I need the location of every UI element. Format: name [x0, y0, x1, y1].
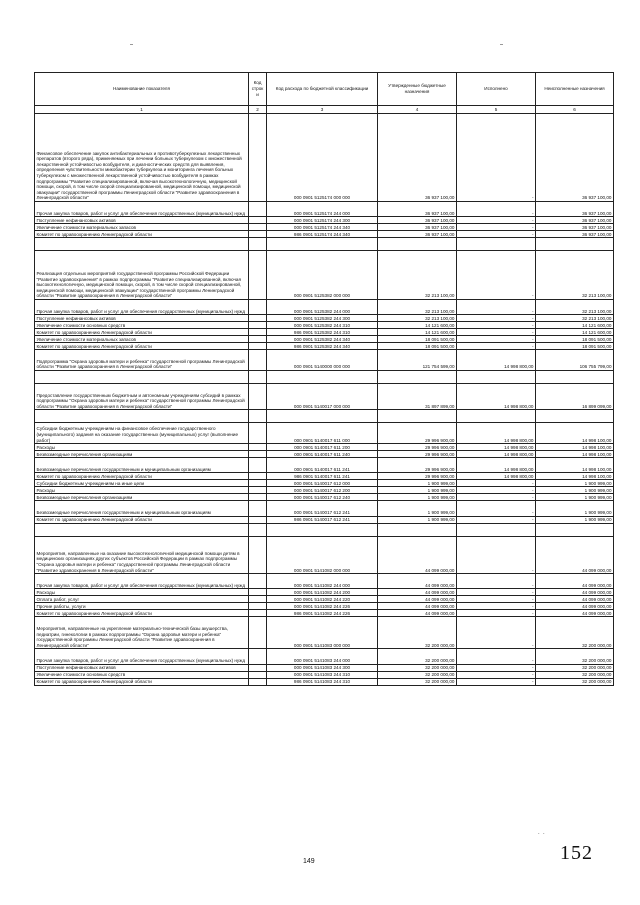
cell-executed: -: [457, 114, 536, 202]
cell-unexecuted: 1 900 999,00: [536, 480, 614, 487]
cell-line-code: [249, 649, 267, 664]
table-header-row: [35, 73, 614, 106]
cell-budget-code: 000 0901 5141083 244 000: [267, 649, 378, 664]
cell-indicator-name: Безвозмездные перечисления организациям: [35, 451, 249, 458]
cell-indicator-name: Комитет по здравоохранению Ленинградской области: [35, 343, 249, 350]
cell-unexecuted: 14 121 600,00: [536, 329, 614, 336]
cell-approved: 1 900 999,00: [378, 494, 457, 501]
table-row: [35, 494, 614, 501]
cell-budget-code: 986 0901 5140017 612 241: [267, 516, 378, 523]
cell-executed: -: [457, 671, 536, 678]
cell-budget-code: 000 0901 5140017 000 000: [267, 383, 378, 409]
cell-executed: -: [457, 487, 536, 494]
cell-indicator-name: Финансовое обеспечение закупок антибактериальных и противотуберкулезных лекарственных препаратов (второго ряда), применяемых при лечении больных туберкулезом с множественной лекарственной устойчивостью возбудителя, и диагностических средств для выявления, определения чувствительности микобактерии туберкулеза и мониторинга лечения больных туберкулезом с множественной лекарственной устойчивостью возбудителя в рамках подпрограммы "Развитие специализированной, включая высокотехнологичную, медицинской помощи, скорой, в том числе скорой специализированной, медицинской помощи, медицинской эвакуации" государственной программы Ленинградской области "Развитие здравоохранения в Ленинградской области": [35, 114, 249, 202]
cell-unexecuted: 36 937 100,00: [536, 202, 614, 217]
cell-indicator-name: Комитет по здравоохранению Ленинградской области: [35, 231, 249, 238]
cell-unexecuted: 14 998 100,00: [536, 423, 614, 444]
cell-approved: 14 121 600,00: [378, 329, 457, 336]
cell-indicator-name: Комитет по здравоохранению Ленинградской области: [35, 610, 249, 617]
cell-indicator-name: Увеличение стоимости основных средств: [35, 322, 249, 329]
cell-approved: 32 200 000,00: [378, 649, 457, 664]
header-unexecuted: Неисполненные назначения: [536, 73, 614, 106]
cell-executed: -: [457, 617, 536, 649]
table-row: [35, 251, 614, 300]
cell-budget-code: 000 0901 5125174 244 340: [267, 224, 378, 231]
cell-unexecuted: 18 091 500,00: [536, 336, 614, 343]
spacer-row: [35, 410, 614, 423]
cell-budget-code: 000 0901 5141082 244 220: [267, 596, 378, 603]
table-row: [35, 315, 614, 322]
cell-approved: 121 754 599,00: [378, 350, 457, 371]
cell-unexecuted: 44 099 000,00: [536, 603, 614, 610]
table-row: [35, 217, 614, 224]
cell-unexecuted: 16 899 099,00: [536, 383, 614, 409]
cell-line-code: [249, 451, 267, 458]
cell-unexecuted: 36 937 100,00: [536, 217, 614, 224]
table-row: [35, 589, 614, 596]
cell-line-code: [249, 410, 267, 423]
cell-indicator-name: Прочая закупка товаров, работ и услуг для обеспечения государственных (муниципальных) нужд: [35, 299, 249, 314]
cell-line-code: [249, 617, 267, 649]
cell-indicator-name: Предоставление государственным бюджетным и автономным учреждениям субсидий в рамках подпрограммы "Охрана здоровья матери и ребенка" государственной программы Ленинградской области "Развитие здравоохранения в Ленинградской области": [35, 383, 249, 409]
table-row: [35, 480, 614, 487]
cell-executed: -: [457, 678, 536, 685]
cell-approved: 29 996 900,00: [378, 473, 457, 480]
cell-unexecuted: 44 099 000,00: [536, 574, 614, 589]
cell-executed: -: [457, 251, 536, 300]
cell-approved: 44 099 000,00: [378, 574, 457, 589]
cell-budget-code: [267, 523, 378, 536]
cell-approved: 32 200 000,00: [378, 671, 457, 678]
table-row: [35, 224, 614, 231]
cell-approved: 36 937 100,00: [378, 231, 457, 238]
cell-line-code: [249, 536, 267, 574]
cell-line-code: [249, 671, 267, 678]
cell-approved: 44 099 000,00: [378, 610, 457, 617]
cell-budget-code: 986 0901 5125382 244 310: [267, 329, 378, 336]
table-row: [35, 231, 614, 238]
cell-executed: -: [457, 217, 536, 224]
cell-budget-code: 000 0901 5140017 612 240: [267, 494, 378, 501]
scan-mark: [130, 44, 133, 45]
table-row: [35, 202, 614, 217]
table-row: [35, 458, 614, 473]
column-number: 4: [378, 106, 457, 114]
cell-unexecuted: 106 755 799,00: [536, 350, 614, 371]
cell-indicator-name: Реализация отдельных мероприятий государственной программы Российской Федерации "Развитие здравоохранения" в рамках подпрограммы "Развитие специализированной, включая высокотехнологичную, медицинской помощи, скорой, в том числе скорой специализированной, медицинской помощи, медицинской эвакуации" государственной программы Ленинградской области "Развитие здравоохранения в Ленинградской области": [35, 251, 249, 300]
cell-approved: 44 099 000,00: [378, 536, 457, 574]
cell-approved: 44 099 000,00: [378, 603, 457, 610]
cell-unexecuted: [536, 410, 614, 423]
cell-executed: -: [457, 596, 536, 603]
cell-budget-code: 986 0901 5125174 244 340: [267, 231, 378, 238]
cell-unexecuted: [536, 238, 614, 251]
cell-unexecuted: 32 200 000,00: [536, 671, 614, 678]
cell-approved: 36 937 100,00: [378, 224, 457, 231]
cell-approved: 14 121 600,00: [378, 322, 457, 329]
cell-approved: 29 996 900,00: [378, 444, 457, 451]
cell-budget-code: 000 0901 5141082 244 200: [267, 589, 378, 596]
table-row: [35, 329, 614, 336]
cell-indicator-name: Прочие работы, услуги: [35, 603, 249, 610]
cell-executed: -: [457, 516, 536, 523]
cell-budget-code: 986 0901 5141082 244 226: [267, 610, 378, 617]
cell-line-code: [249, 350, 267, 371]
cell-line-code: [249, 202, 267, 217]
cell-line-code: [249, 603, 267, 610]
table-row: [35, 574, 614, 589]
cell-approved: 1 900 999,00: [378, 487, 457, 494]
cell-line-code: [249, 596, 267, 603]
cell-budget-code: 000 0901 5140017 611 241: [267, 458, 378, 473]
cell-line-code: [249, 217, 267, 224]
table-row: [35, 536, 614, 574]
cell-approved: 29 996 900,00: [378, 423, 457, 444]
cell-line-code: [249, 501, 267, 516]
cell-approved: 1 900 999,00: [378, 501, 457, 516]
cell-budget-code: 000 0901 5141082 000 000: [267, 536, 378, 574]
table-row: [35, 451, 614, 458]
cell-indicator-name: Увеличение стоимости материальных запасов: [35, 224, 249, 231]
cell-line-code: [249, 322, 267, 329]
cell-indicator-name: Комитет по здравоохранению Ленинградской области: [35, 516, 249, 523]
cell-unexecuted: 36 937 100,00: [536, 114, 614, 202]
cell-approved: 32 200 000,00: [378, 664, 457, 671]
cell-line-code: [249, 480, 267, 487]
table-row: [35, 516, 614, 523]
cell-indicator-name: Безвозмездные перечисления организациям: [35, 494, 249, 501]
table-row: [35, 603, 614, 610]
cell-budget-code: 000 0901 5141083 244 310: [267, 671, 378, 678]
cell-indicator-name: Прочая закупка товаров, работ и услуг для обеспечения государственных (муниципальных) нужд: [35, 574, 249, 589]
cell-unexecuted: 32 213 100,00: [536, 251, 614, 300]
cell-unexecuted: 44 099 000,00: [536, 536, 614, 574]
cell-line-code: [249, 678, 267, 685]
cell-executed: 14 998 800,00: [457, 451, 536, 458]
cell-approved: 44 099 000,00: [378, 596, 457, 603]
cell-executed: -: [457, 501, 536, 516]
cell-line-code: [249, 231, 267, 238]
cell-line-code: [249, 664, 267, 671]
spacer-row: [35, 370, 614, 383]
cell-executed: -: [457, 224, 536, 231]
cell-budget-code: 000 0901 5140017 612 000: [267, 480, 378, 487]
cell-indicator-name: Поступление нефинансовых активов: [35, 315, 249, 322]
cell-line-code: [249, 299, 267, 314]
table-column-numbers-row: [35, 106, 614, 114]
cell-unexecuted: 1 900 999,00: [536, 501, 614, 516]
cell-indicator-name: Прочая закупка товаров, работ и услуг для обеспечения государственных (муниципальных) нужд: [35, 649, 249, 664]
cell-budget-code: [267, 410, 378, 423]
cell-executed: -: [457, 231, 536, 238]
cell-indicator-name: Прочая закупка товаров, работ и услуг для обеспечения государственных (муниципальных) нужд: [35, 202, 249, 217]
table-body: [35, 114, 614, 686]
cell-unexecuted: 32 200 000,00: [536, 678, 614, 685]
cell-unexecuted: 44 099 000,00: [536, 596, 614, 603]
cell-line-code: [249, 224, 267, 231]
cell-approved: 32 213 100,00: [378, 315, 457, 322]
cell-unexecuted: 32 200 000,00: [536, 649, 614, 664]
cell-indicator-name: Увеличение стоимости материальных запасов: [35, 336, 249, 343]
cell-indicator-name: Безвозмездные перечисления государственным и муниципальным организациям: [35, 458, 249, 473]
cell-budget-code: 000 0901 5125382 244 000: [267, 299, 378, 314]
table-row: [35, 664, 614, 671]
cell-executed: -: [457, 343, 536, 350]
cell-executed: -: [457, 664, 536, 671]
cell-budget-code: 986 0901 5140017 611 241: [267, 473, 378, 480]
cell-approved: 36 937 100,00: [378, 114, 457, 202]
cell-executed: -: [457, 610, 536, 617]
cell-executed: -: [457, 589, 536, 596]
cell-indicator-name: Комитет по здравоохранению Ленинградской области: [35, 473, 249, 480]
cell-approved: 31 897 899,00: [378, 383, 457, 409]
cell-executed: -: [457, 315, 536, 322]
cell-unexecuted: 1 900 999,00: [536, 516, 614, 523]
cell-approved: 36 937 100,00: [378, 202, 457, 217]
cell-budget-code: 000 0901 5125174 244 000: [267, 202, 378, 217]
cell-executed: 14 998 800,00: [457, 383, 536, 409]
cell-budget-code: 000 0901 5125382 000 000: [267, 251, 378, 300]
table-row: [35, 383, 614, 409]
cell-approved: 18 091 500,00: [378, 343, 457, 350]
cell-unexecuted: 32 200 000,00: [536, 664, 614, 671]
cell-unexecuted: 44 099 000,00: [536, 589, 614, 596]
cell-budget-code: 986 0901 5141083 244 310: [267, 678, 378, 685]
cell-approved: [378, 523, 457, 536]
cell-unexecuted: 14 998 100,00: [536, 451, 614, 458]
cell-indicator-name: Поступление нефинансовых активов: [35, 664, 249, 671]
cell-indicator-name: Мероприятия, направленные на укрепление материально-технической базы акушерства, педиатрии, гинекологии в рамках подпрограммы "Охрана здоровья матери и ребенка" государственной программы Ленинградской области "Развитие здравоохранения в Ленинградской области": [35, 617, 249, 649]
cell-line-code: [249, 494, 267, 501]
cell-executed: -: [457, 494, 536, 501]
spacer-row: [35, 523, 614, 536]
cell-indicator-name: Расходы: [35, 487, 249, 494]
cell-unexecuted: [536, 523, 614, 536]
cell-line-code: [249, 610, 267, 617]
cell-unexecuted: 32 213 100,00: [536, 315, 614, 322]
table-row: [35, 473, 614, 480]
table-row: [35, 649, 614, 664]
cell-line-code: [249, 343, 267, 350]
cell-executed: [457, 523, 536, 536]
cell-indicator-name: Расходы: [35, 589, 249, 596]
column-number: 2: [249, 106, 267, 114]
cell-budget-code: 000 0901 5140017 612 241: [267, 501, 378, 516]
table-row: [35, 617, 614, 649]
table-row: [35, 671, 614, 678]
cell-unexecuted: 36 937 100,00: [536, 231, 614, 238]
cell-line-code: [249, 336, 267, 343]
cell-indicator-name: Субсидии бюджетным учреждениям на финансовое обеспечение государственного (муниципального) задания на оказание государственных (муниципальных) услуг (выполнение работ): [35, 423, 249, 444]
cell-unexecuted: 1 900 999,00: [536, 494, 614, 501]
table-row: [35, 501, 614, 516]
cell-approved: [378, 410, 457, 423]
cell-indicator-name: Поступление нефинансовых активов: [35, 217, 249, 224]
cell-line-code: [249, 423, 267, 444]
cell-approved: 18 091 500,00: [378, 336, 457, 343]
cell-budget-code: 000 0901 5140000 000 000: [267, 350, 378, 371]
cell-approved: 1 900 999,00: [378, 516, 457, 523]
scan-mark: [500, 44, 503, 45]
cell-line-code: [249, 114, 267, 202]
cell-budget-code: 000 0901 5140017 611 240: [267, 451, 378, 458]
cell-approved: [378, 370, 457, 383]
cell-executed: -: [457, 536, 536, 574]
table-row: [35, 299, 614, 314]
cell-executed: -: [457, 336, 536, 343]
cell-line-code: [249, 315, 267, 322]
cell-budget-code: 000 0901 5140017 611 000: [267, 423, 378, 444]
cell-approved: 32 213 100,00: [378, 251, 457, 300]
cell-line-code: [249, 523, 267, 536]
cell-indicator-name: Подпрограмма "Охрана здоровья матери и ребенка" государственной программы Ленинградской области "Развитие здравоохранения в Ленинградской области": [35, 350, 249, 371]
cell-budget-code: [267, 370, 378, 383]
cell-approved: 32 200 000,00: [378, 678, 457, 685]
cell-line-code: [249, 251, 267, 300]
cell-budget-code: 000 0901 5125382 244 340: [267, 336, 378, 343]
cell-executed: 14 998 800,00: [457, 423, 536, 444]
cell-unexecuted: 44 099 000,00: [536, 610, 614, 617]
cell-budget-code: 986 0901 5125382 244 340: [267, 343, 378, 350]
cell-budget-code: 000 0901 5140017 611 200: [267, 444, 378, 451]
cell-approved: 32 200 000,00: [378, 617, 457, 649]
cell-executed: -: [457, 480, 536, 487]
cell-unexecuted: 32 213 100,00: [536, 299, 614, 314]
column-number: 3: [267, 106, 378, 114]
cell-approved: [378, 238, 457, 251]
cell-executed: [457, 410, 536, 423]
cell-approved: 1 900 999,00: [378, 480, 457, 487]
table-row: [35, 423, 614, 444]
table-row: [35, 322, 614, 329]
cell-executed: [457, 238, 536, 251]
cell-indicator-name: Комитет по здравоохранению Ленинградской области: [35, 678, 249, 685]
cell-executed: [457, 370, 536, 383]
cell-budget-code: 000 0901 5125174 244 300: [267, 217, 378, 224]
cell-unexecuted: 36 937 100,00: [536, 224, 614, 231]
table-row: [35, 336, 614, 343]
page-number: 149: [303, 858, 315, 865]
cell-budget-code: 000 0901 5125382 244 300: [267, 315, 378, 322]
spacer-row: [35, 238, 614, 251]
cell-executed: -: [457, 299, 536, 314]
cell-budget-code: 000 0901 5141082 244 000: [267, 574, 378, 589]
cell-approved: 44 099 000,00: [378, 589, 457, 596]
cell-line-code: [249, 329, 267, 336]
cell-line-code: [249, 444, 267, 451]
cell-indicator-name: [35, 410, 249, 423]
cell-approved: 32 213 100,00: [378, 299, 457, 314]
cell-budget-code: 000 0901 5125174 000 000: [267, 114, 378, 202]
cell-indicator-name: [35, 238, 249, 251]
table-row: [35, 444, 614, 451]
header-indicator-name: Наименование показателя: [35, 73, 249, 106]
cell-budget-code: 000 0901 5141083 244 300: [267, 664, 378, 671]
cell-unexecuted: 14 998 100,00: [536, 458, 614, 473]
cell-approved: 29 996 900,00: [378, 458, 457, 473]
cell-unexecuted: 14 121 600,00: [536, 322, 614, 329]
cell-executed: 14 998 800,00: [457, 458, 536, 473]
table-row: [35, 610, 614, 617]
table-row: [35, 596, 614, 603]
cell-line-code: [249, 238, 267, 251]
cell-budget-code: [267, 238, 378, 251]
cell-executed: -: [457, 574, 536, 589]
cell-executed: 14 998 800,00: [457, 473, 536, 480]
cell-budget-code: 000 0901 5141083 000 000: [267, 617, 378, 649]
cell-executed: -: [457, 603, 536, 610]
budget-report-table: [34, 72, 614, 686]
header-approved: Утвержденные бюджетные назначения: [378, 73, 457, 106]
cell-line-code: [249, 487, 267, 494]
table-row: [35, 343, 614, 350]
cell-indicator-name: Оплата работ, услуг: [35, 596, 249, 603]
cell-line-code: [249, 574, 267, 589]
cell-indicator-name: [35, 370, 249, 383]
cell-indicator-name: Мероприятия, направленные на оказание высокотехнологичной медицинской помощи детям в медицинских организациях других субъектов Российской Федерации в рамках подпрограммы "Охрана здоровья матери и ребенка" государственной программы Ленинградской области "Развитие здравоохранения в Ленинградской области": [35, 536, 249, 574]
table-row: [35, 350, 614, 371]
scan-mark: . .: [538, 830, 545, 836]
cell-indicator-name: Комитет по здравоохранению Ленинградской области: [35, 329, 249, 336]
cell-budget-code: 000 0901 5140017 612 200: [267, 487, 378, 494]
cell-indicator-name: Безвозмездные перечисления государственным и муниципальным организациям: [35, 501, 249, 516]
cell-line-code: [249, 458, 267, 473]
column-number: 1: [35, 106, 249, 114]
cell-executed: -: [457, 202, 536, 217]
cell-unexecuted: 1 900 999,00: [536, 487, 614, 494]
cell-budget-code: 000 0901 5141082 244 226: [267, 603, 378, 610]
cell-line-code: [249, 383, 267, 409]
cell-line-code: [249, 589, 267, 596]
cell-indicator-name: Расходы: [35, 444, 249, 451]
cell-unexecuted: 14 998 100,00: [536, 473, 614, 480]
cell-unexecuted: 32 200 000,00: [536, 617, 614, 649]
cell-indicator-name: Увеличение стоимости основных средств: [35, 671, 249, 678]
header-budget-code: Код расхода по бюджетной классификации: [267, 73, 378, 106]
cell-executed: -: [457, 649, 536, 664]
cell-executed: -: [457, 329, 536, 336]
handwritten-sheet-number: 152: [560, 842, 593, 864]
cell-line-code: [249, 370, 267, 383]
cell-executed: 14 998 800,00: [457, 444, 536, 451]
column-number: 6: [536, 106, 614, 114]
cell-approved: 29 996 900,00: [378, 451, 457, 458]
cell-executed: -: [457, 322, 536, 329]
column-number: 5: [457, 106, 536, 114]
cell-unexecuted: 14 998 100,00: [536, 444, 614, 451]
cell-unexecuted: 18 091 500,00: [536, 343, 614, 350]
cell-approved: 36 937 100,00: [378, 217, 457, 224]
cell-unexecuted: [536, 370, 614, 383]
cell-budget-code: 000 0901 5125382 244 310: [267, 322, 378, 329]
cell-line-code: [249, 473, 267, 480]
header-line-code: Код строк и: [249, 73, 267, 106]
cell-indicator-name: Субсидии бюджетным учреждениям на иные цели: [35, 480, 249, 487]
cell-executed: 14 998 800,00: [457, 350, 536, 371]
table-row: [35, 678, 614, 685]
cell-line-code: [249, 516, 267, 523]
table-row: [35, 114, 614, 202]
header-executed: Исполнено: [457, 73, 536, 106]
cell-indicator-name: [35, 523, 249, 536]
table-row: [35, 487, 614, 494]
